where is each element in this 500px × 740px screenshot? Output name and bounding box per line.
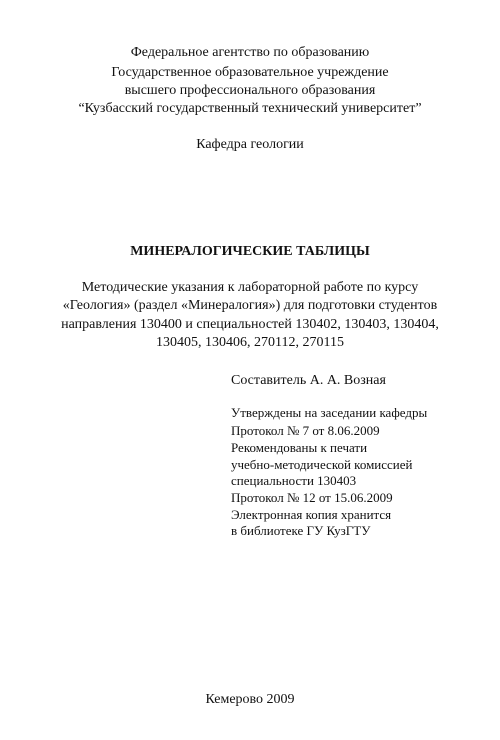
approval-line: Рекомендованы к печати — [231, 440, 368, 455]
approval-line: специальности 130403 — [231, 473, 357, 488]
department-line: Кафедра геологии — [196, 137, 304, 152]
approval-line: Утверждены на заседании кафедры — [231, 405, 428, 420]
city-year-line: Кемерово 2009 — [205, 692, 295, 707]
description-line: «Геология» (раздел «Минералогия») для подготовки студентов — [62, 298, 438, 313]
description-line: Методические указания к лабораторной работе по курсу — [81, 280, 419, 295]
university-name-line: “Кузбасский государственный технический университет” — [78, 101, 422, 116]
approval-line: в библиотеке ГУ КузГТУ — [231, 523, 371, 538]
institution-type-line: Государственное образовательное учреждение — [111, 65, 389, 80]
compiler-line: Составитель А. А. Возная — [231, 373, 386, 388]
agency-line: Федеральное агентство по образованию — [130, 45, 370, 60]
description-line: 130405, 130406, 270112, 270115 — [156, 335, 344, 350]
approval-line: Электронная копия хранится — [231, 507, 392, 522]
description-line: направления 130400 и специальностей 130402, 130403, 130404, — [61, 317, 439, 332]
education-level-line: высшего профессионального образования — [124, 83, 376, 98]
approval-line: Протокол № 7 от 8.06.2009 — [231, 423, 380, 438]
approval-line: Протокол № 12 от 15.06.2009 — [231, 490, 393, 505]
approval-line: учебно-методической комиссией — [231, 457, 413, 472]
document-title: МИНЕРАЛОГИЧЕСКИЕ ТАБЛИЦЫ — [130, 244, 370, 259]
